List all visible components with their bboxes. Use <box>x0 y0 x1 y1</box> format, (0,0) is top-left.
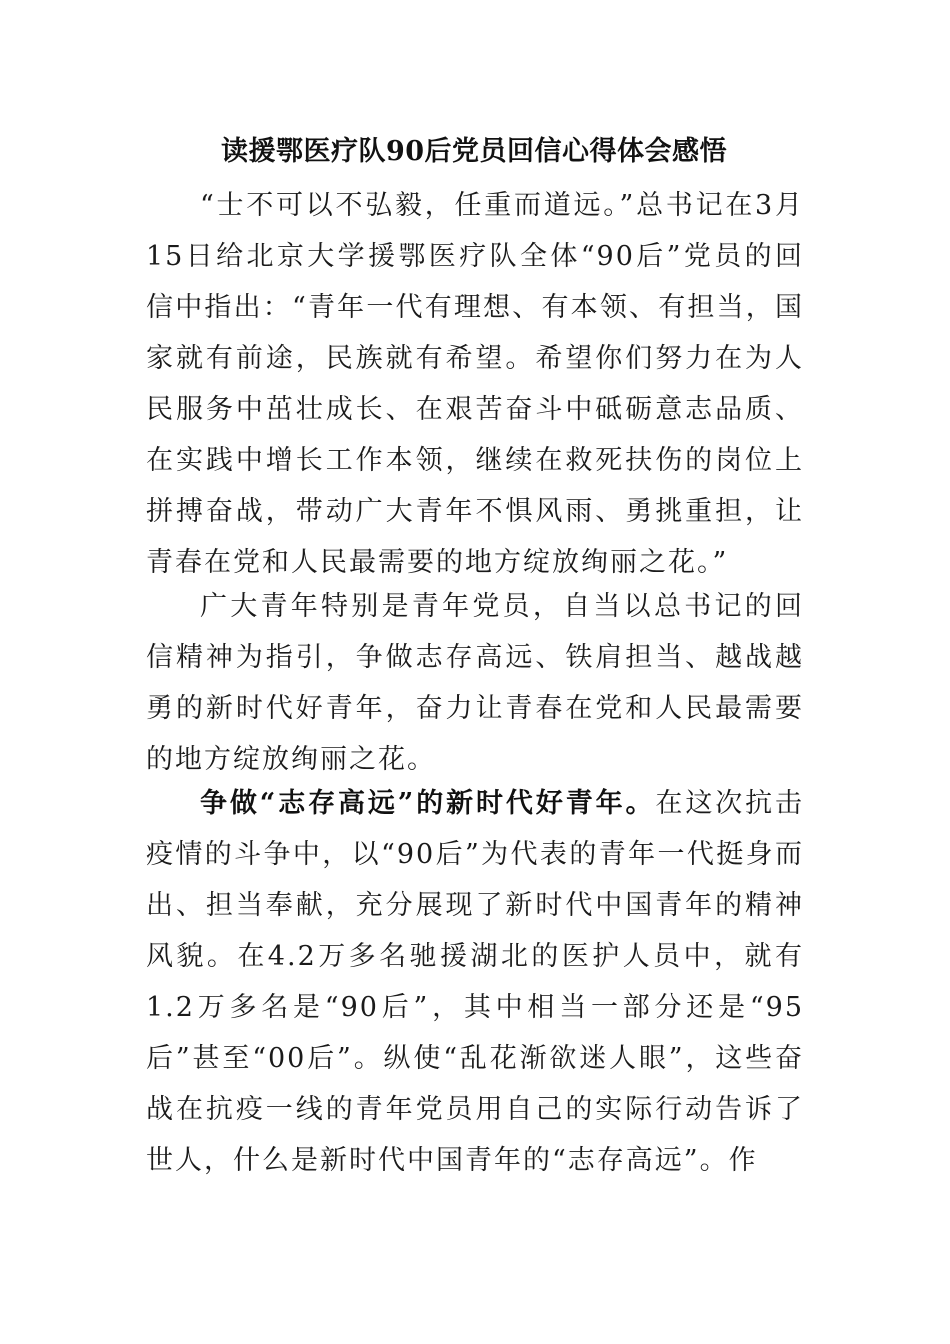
paragraph-1-block <box>146 180 804 588</box>
paragraph-1: “士不可以不弘毅，任重而道远。”总书记在3月15日给北京大学援鄂医疗队全体“90后”党员的回信中指出：“青年一代有理想、有本领、有担当，国家就有前途，民族就有希望。希望你们努力在为人民服务中茁壮成长、在艰苦奋斗中砥砺意志品质、在实践中增长工作本领，继续在救死扶伤的岗位上拼搏奋战，带动广大青年不惧风雨、勇挑重担，让青春在党和人民最需要的地方绽放绚丽之花。” <box>146 190 804 578</box>
paragraph-3-text: 在这次抗击疫情的斗争中，以“90后”为代表的青年一代挺身而出、担当奉献，充分展现了新时代中国青年的精神风貌。在4.2万多名驰援湖北的医护人员中，就有1.2万多名是“90后”，其中相当一部分还是“95后”甚至“00后”。纵使“乱花渐欲迷人眼”，这些奋战在抗疫一线的青年党员用自己的实际行动告诉了世人，什么是新时代中国青年的“志存高远”。作 <box>146 788 805 1176</box>
paragraph-3-block <box>146 778 804 1186</box>
paragraph-2: 广大青年特别是青年党员，自当以总书记的回信精神为指引，争做志存高远、铁肩担当、越战越勇的新时代好青年，奋力让青春在党和人民最需要的地方绽放绚丽之花。 <box>146 591 804 775</box>
document-title: 读援鄂医疗队90后党员回信心得体会感悟 <box>220 136 728 167</box>
paragraph-2-block <box>146 581 804 785</box>
paragraph-3 <box>146 778 804 1186</box>
paragraph-3-lead-heading: 争做“志存高远”的新时代好青年。 <box>200 788 656 819</box>
